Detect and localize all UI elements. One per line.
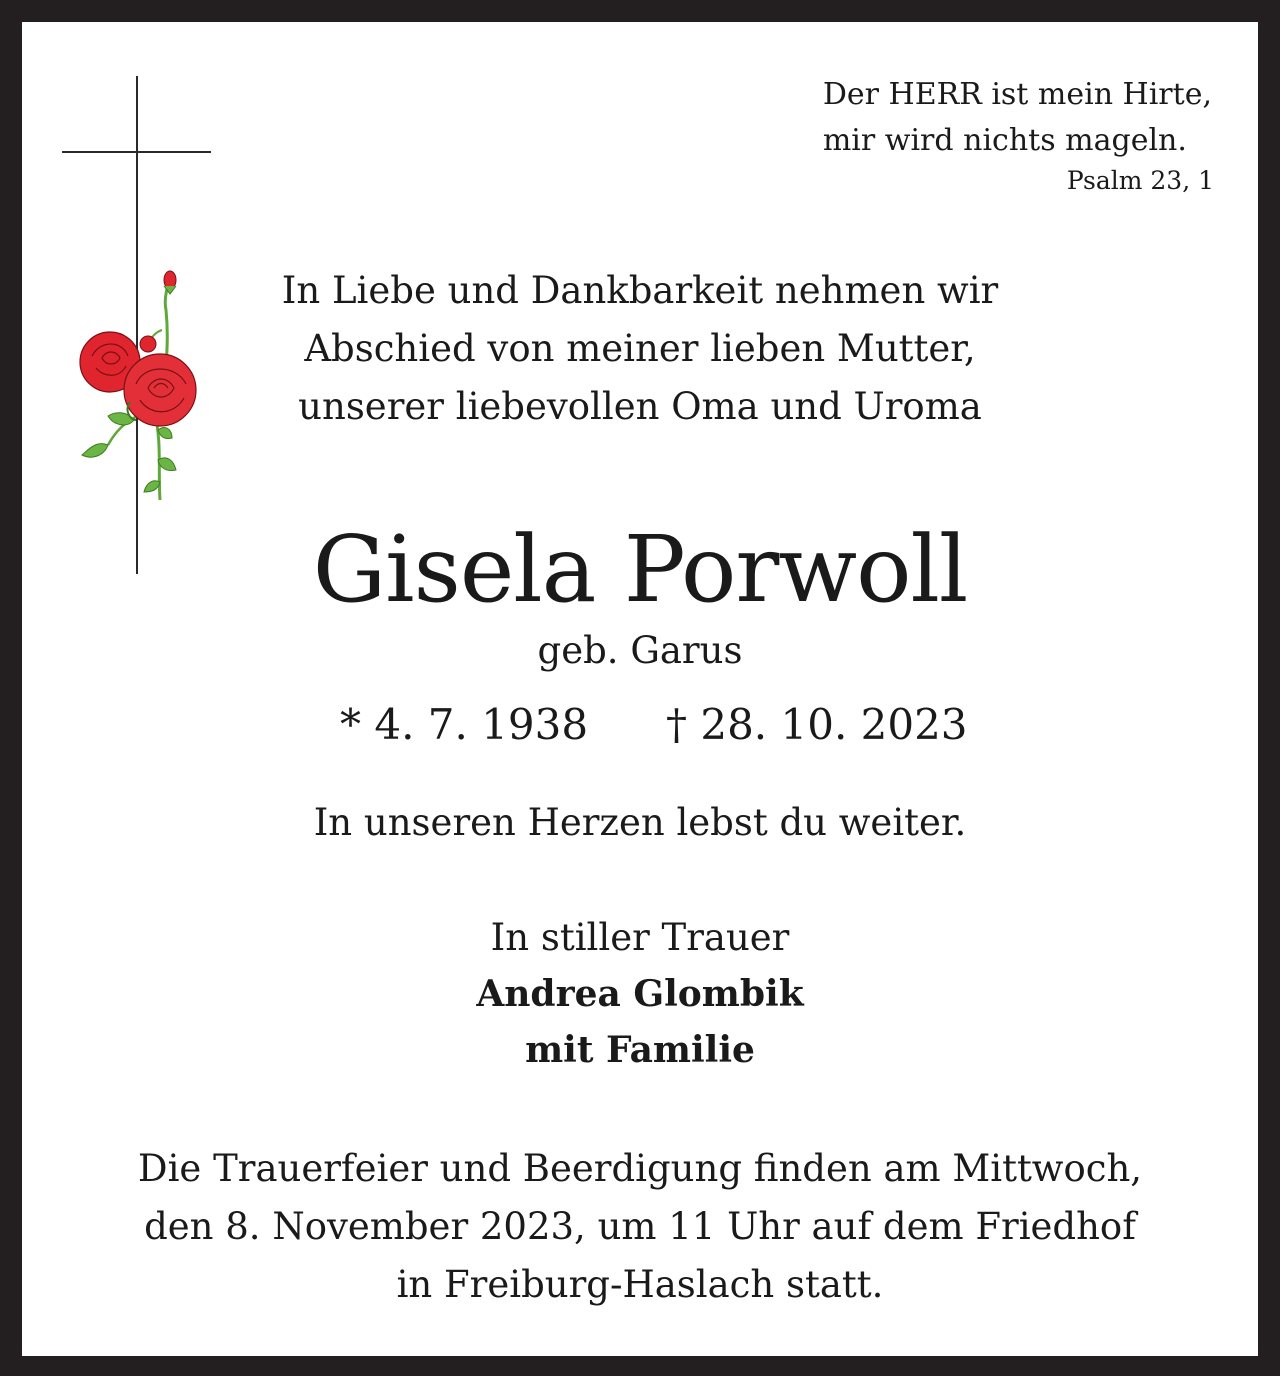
intro-text xyxy=(22,262,1258,436)
mourner-family: mit Familie xyxy=(525,1029,755,1071)
birth-date: * 4. 7. 1938 xyxy=(340,700,589,749)
mourner-name: Andrea Glombik xyxy=(476,973,804,1015)
motto: In unseren Herzen lebst du weiter. xyxy=(313,801,967,844)
verse-line: Der HERR ist mein Hirte, xyxy=(822,77,1212,112)
service-line: in Freiburg-Haslach statt. xyxy=(396,1263,884,1306)
service-line: den 8. November 2023, um 11 Uhr auf dem Friedhof xyxy=(144,1205,1136,1248)
birth-name: geb. Garus xyxy=(537,629,743,672)
mourners-intro: In stiller Trauer xyxy=(490,916,790,959)
intro-line: Abschied von meiner lieben Mutter, xyxy=(304,327,976,370)
service-line: Die Trauerfeier und Beerdigung finden am Mittwoch, xyxy=(137,1147,1143,1190)
death-date: † 28. 10. 2023 xyxy=(666,700,968,749)
intro-line: unserer liebevollen Oma und Uroma xyxy=(298,385,982,428)
cross-icon-bar xyxy=(62,151,211,153)
verse-line: mir wird nichts mageln. xyxy=(822,123,1187,158)
obituary-card xyxy=(22,22,1258,1356)
mourners xyxy=(22,910,1258,1078)
verse-reference: Psalm 23, 1 xyxy=(1066,166,1214,195)
intro-line: In Liebe und Dankbarkeit nehmen wir xyxy=(281,269,999,312)
deceased-name: Gisela Porwoll xyxy=(312,516,968,623)
bible-verse xyxy=(823,72,1212,198)
service-info xyxy=(22,1140,1258,1314)
